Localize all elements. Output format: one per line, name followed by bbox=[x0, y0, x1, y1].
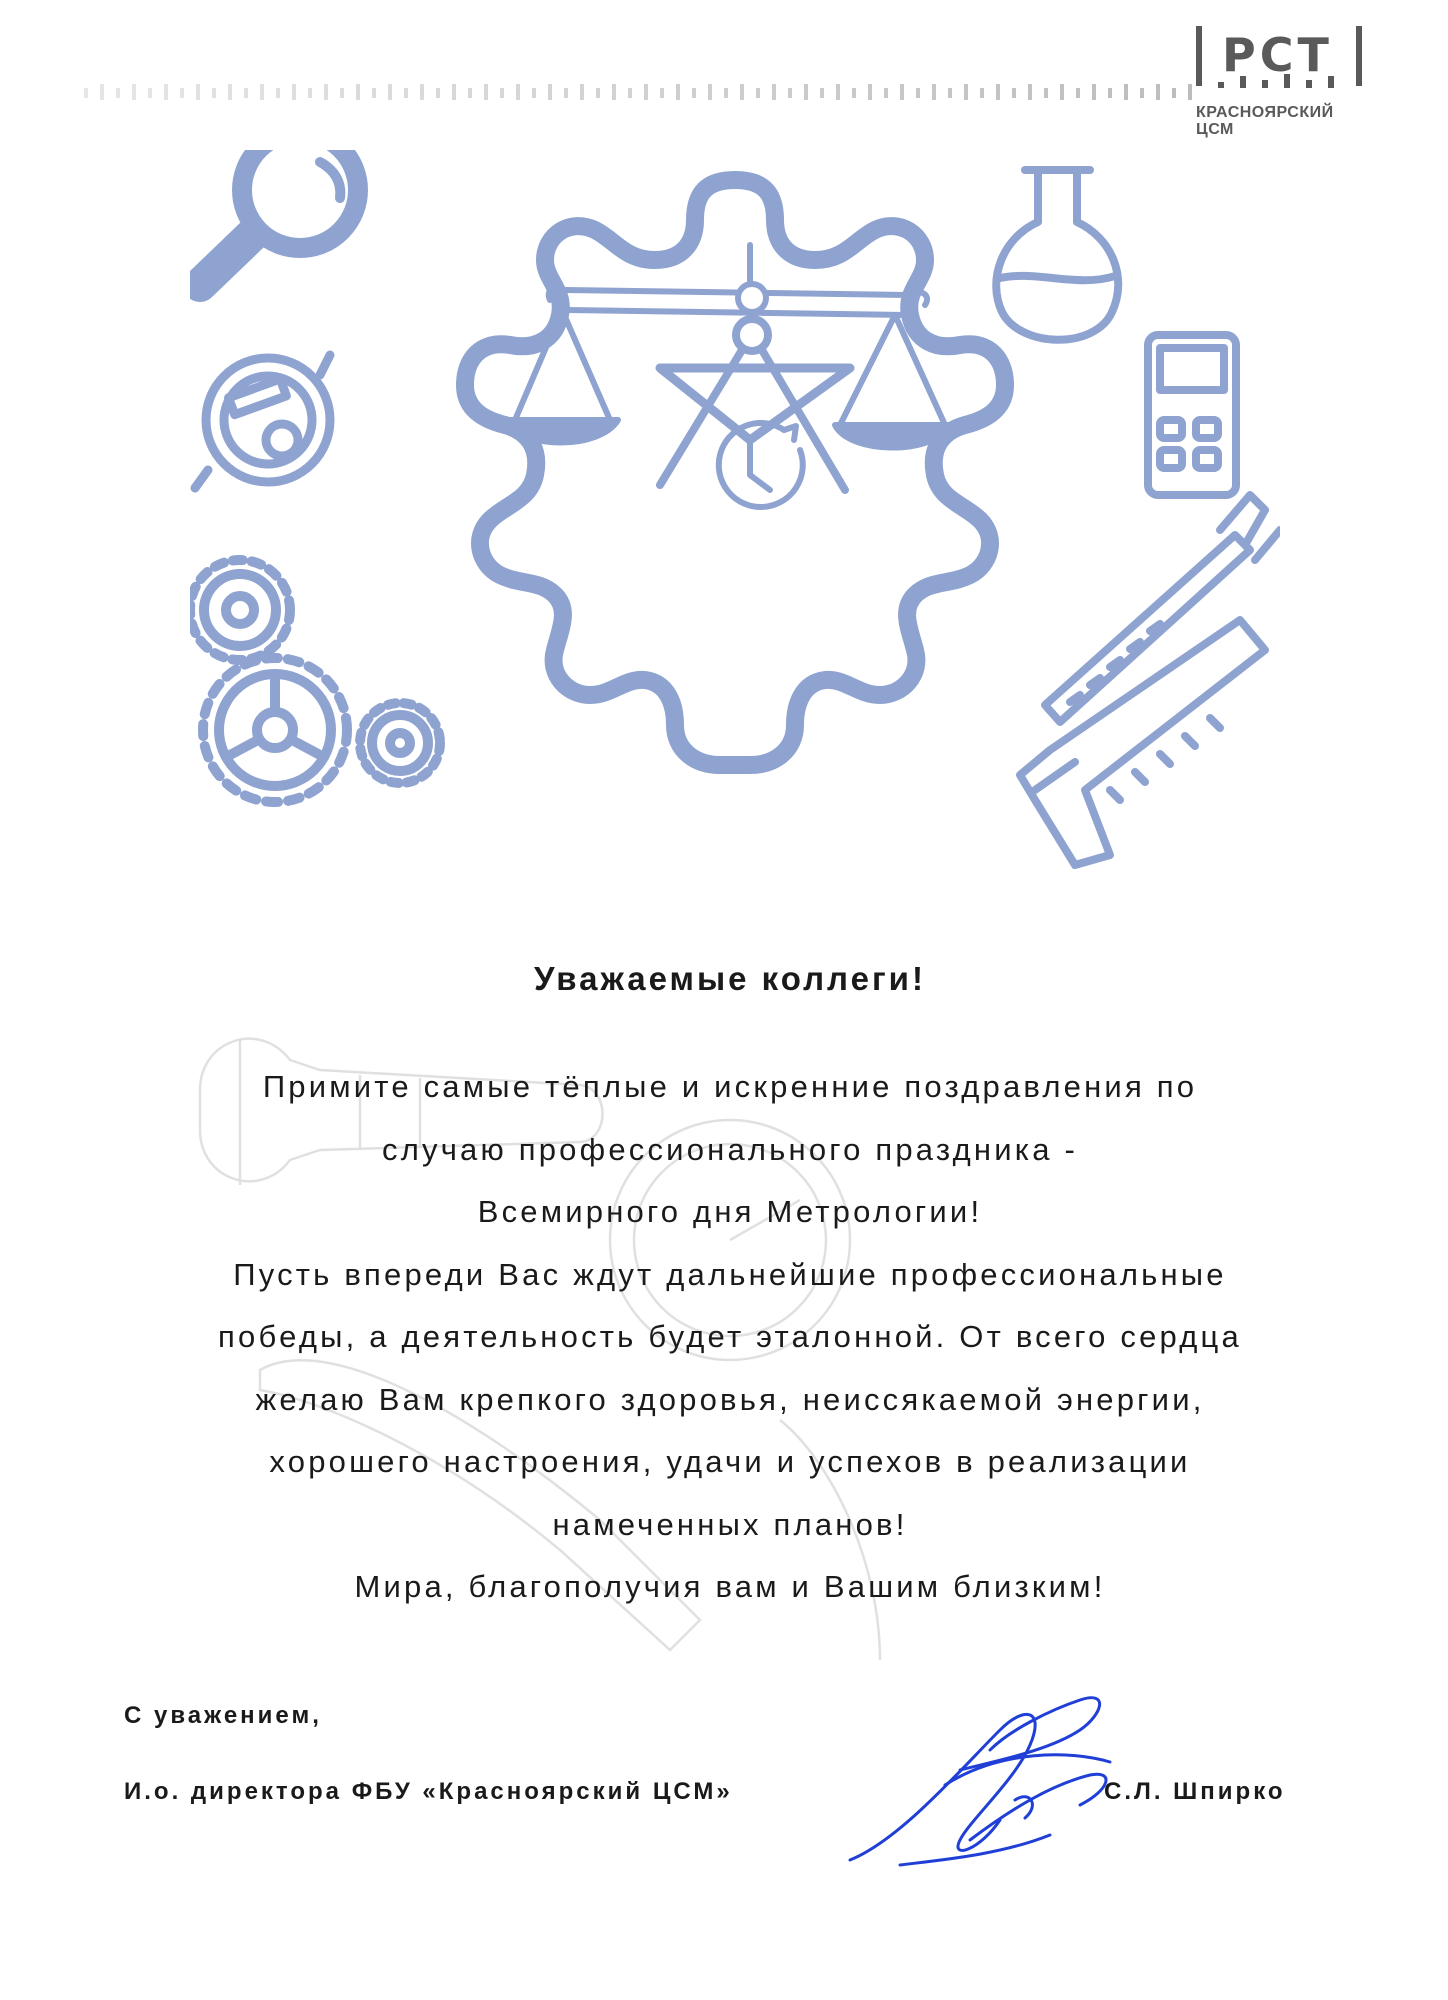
ruler-tick bbox=[756, 88, 760, 98]
ruler-tick bbox=[788, 88, 792, 98]
logo-line-1: КРАСНОЯРСКИЙ bbox=[1196, 104, 1334, 121]
ruler-tick bbox=[932, 84, 936, 100]
signer-name: С.Л. Шпирко bbox=[1104, 1778, 1286, 1805]
ruler-tick bbox=[500, 88, 504, 98]
ruler-tick bbox=[180, 88, 184, 98]
ruler-tick bbox=[468, 88, 472, 98]
regards-text: С уважением, bbox=[124, 1702, 322, 1729]
ruler-tick bbox=[212, 88, 216, 98]
greeting-heading: Уважаемые коллеги! bbox=[534, 960, 926, 997]
ruler-tick bbox=[852, 88, 856, 98]
logo-line-2: ЦСМ bbox=[1196, 121, 1234, 138]
ruler-tick bbox=[612, 84, 616, 100]
ruler-tick bbox=[1092, 84, 1096, 100]
ruler-tick bbox=[484, 84, 488, 100]
letter-line: намеченных планов! bbox=[552, 1506, 908, 1542]
ruler-tick bbox=[356, 84, 360, 100]
ruler-tick bbox=[1044, 88, 1048, 98]
ruler-tick bbox=[516, 84, 520, 100]
ruler-tick bbox=[900, 84, 904, 100]
ruler-tick bbox=[404, 88, 408, 98]
ruler-tick bbox=[948, 88, 952, 98]
ruler-tick bbox=[228, 84, 232, 100]
ruler-tick bbox=[996, 84, 1000, 100]
ruler-tick bbox=[724, 88, 728, 98]
handwritten-signature-icon bbox=[840, 1690, 1140, 1880]
ruler-tick bbox=[820, 88, 824, 98]
ruler-tick bbox=[164, 84, 168, 100]
ruler-strip bbox=[80, 80, 1200, 104]
ruler-tick bbox=[804, 84, 808, 100]
ruler-tick bbox=[660, 88, 664, 98]
square-ruler-icon bbox=[1020, 620, 1265, 865]
ruler-tick bbox=[260, 84, 264, 100]
letter-line: случаю профессионального праздника - bbox=[382, 1131, 1078, 1167]
ruler-tick bbox=[436, 88, 440, 98]
scales-icon bbox=[508, 245, 950, 448]
ruler-tick bbox=[916, 88, 920, 98]
gear-frame-icon bbox=[465, 180, 1005, 765]
magnifier-icon bbox=[200, 150, 358, 285]
ruler-tick bbox=[676, 84, 680, 100]
ruler-tick bbox=[292, 84, 296, 100]
letter-line: Мира, благополучия вам и Вашим близким! bbox=[354, 1569, 1106, 1604]
ruler-tick bbox=[564, 88, 568, 98]
logo-mark: РСТ bbox=[1222, 28, 1333, 82]
ruler-tick bbox=[372, 88, 376, 98]
letter-line: Всемирного дня Метрологии! bbox=[477, 1194, 983, 1229]
ruler-tick bbox=[868, 84, 872, 100]
ruler-tick bbox=[84, 88, 88, 98]
letter-paragraph bbox=[110, 1056, 1350, 1619]
ruler-tick bbox=[388, 84, 392, 100]
ruler-tick bbox=[1012, 88, 1016, 98]
ruler-tick bbox=[1140, 88, 1144, 98]
calculator-icon bbox=[1148, 335, 1236, 495]
ruler-tick bbox=[532, 88, 536, 98]
ruler-tick bbox=[548, 84, 552, 100]
ruler-tick bbox=[772, 84, 776, 100]
signer-role: И.о. директора ФБУ «Красноярский ЦСМ» bbox=[124, 1778, 733, 1805]
ruler-tick bbox=[100, 84, 104, 100]
ruler-tick bbox=[1124, 84, 1128, 100]
flask-icon bbox=[996, 170, 1118, 340]
ruler-tick bbox=[420, 84, 424, 100]
gears-icon bbox=[190, 560, 440, 802]
letter-line: победы, а деятельность будет эталонной. От всего сердца bbox=[218, 1319, 1242, 1354]
ruler-tick bbox=[244, 88, 248, 98]
ruler-tick bbox=[708, 84, 712, 100]
letter-line: хорошего настроения, удачи и успехов в реализации bbox=[269, 1444, 1191, 1479]
ruler-tick bbox=[324, 84, 328, 100]
caliper-icon bbox=[1045, 495, 1280, 722]
ruler-tick bbox=[1188, 84, 1192, 100]
ruler-tick bbox=[132, 84, 136, 100]
ruler-tick bbox=[1172, 88, 1176, 98]
ruler-tick bbox=[740, 84, 744, 100]
ruler-tick bbox=[276, 88, 280, 98]
letter-line: Примите самые тёплые и искренние поздравления по bbox=[262, 1069, 1198, 1104]
ruler-tick bbox=[308, 88, 312, 98]
ruler-tick bbox=[1060, 84, 1064, 100]
ruler-tick bbox=[580, 84, 584, 100]
ruler-tick bbox=[1156, 84, 1160, 100]
rst-logo bbox=[1196, 24, 1366, 138]
compass-icon bbox=[660, 319, 850, 490]
ruler-tick bbox=[340, 88, 344, 98]
ruler-tick bbox=[1108, 88, 1112, 98]
letter-line: желаю Вам крепкого здоровья, неиссякаемой энергии, bbox=[255, 1381, 1205, 1417]
ruler-tick bbox=[836, 84, 840, 100]
signature-block bbox=[124, 1702, 1344, 1805]
letter-line: Пусть впереди Вас ждут дальнейшие профессиональные bbox=[233, 1256, 1227, 1292]
ruler-tick bbox=[596, 88, 600, 98]
ruler-tick bbox=[116, 88, 120, 98]
ruler-tick bbox=[628, 88, 632, 98]
ruler-tick bbox=[452, 84, 456, 100]
logo-subtitle bbox=[1196, 104, 1334, 138]
ruler-tick bbox=[964, 84, 968, 100]
ruler-tick bbox=[196, 84, 200, 100]
ruler-tick bbox=[148, 88, 152, 98]
water-meter-icon bbox=[195, 355, 330, 488]
ruler-tick bbox=[692, 88, 696, 98]
ruler-tick bbox=[644, 84, 648, 100]
ruler-tick bbox=[1076, 88, 1080, 98]
ruler-tick bbox=[1028, 84, 1032, 100]
ruler-tick bbox=[884, 88, 888, 98]
ruler-tick bbox=[980, 88, 984, 98]
letter-body bbox=[110, 960, 1350, 1619]
metrology-emblem bbox=[190, 150, 1280, 870]
